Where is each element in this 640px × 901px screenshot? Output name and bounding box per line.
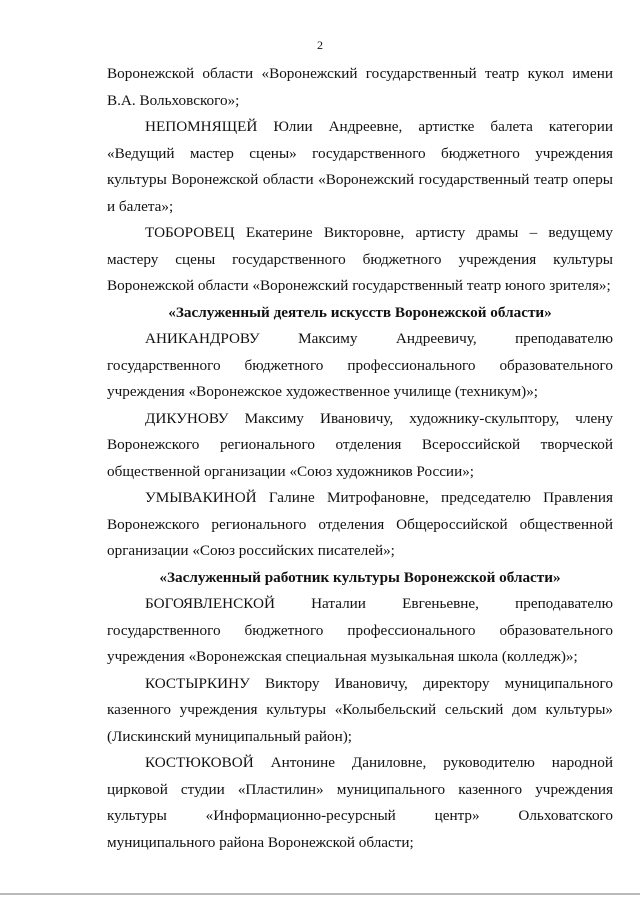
paragraph-dikunov: ДИКУНОВУ Максиму Ивановичу, художнику-скульптору, члену Воронежского регионального отделения Всероссийской творческой общественной организации «Союз художников России»; bbox=[107, 409, 613, 480]
paragraph-kostyrkin: КОСТЫРКИНУ Виктору Ивановичу, директору муниципального казенного учреждения культуры «Колыбельский сельский дом культуры» (Лискинский муниципальный район); bbox=[107, 674, 613, 745]
page-number: 2 bbox=[317, 38, 323, 52]
document-body bbox=[107, 61, 613, 856]
section-heading-honored-culture-worker: «Заслуженный работник культуры Воронежской области» bbox=[159, 568, 561, 586]
section-heading-honored-art-worker: «Заслуженный деятель искусств Воронежской области» bbox=[168, 303, 552, 321]
paragraph-kostyukova: КОСТЮКОВОЙ Антонине Даниловне, руководителю народной цирковой студии «Пластилин» муниципального казенного учреждения культуры «Информационно-ресурсный центр» Ольховатского муниципального района Воронежской области; bbox=[107, 754, 613, 851]
paragraph-anikandrov: АНИКАНДРОВУ Максиму Андреевичу, преподавателю государственного бюджетного профессионального образовательного учреждения «Воронежское художественное училище (техникум)»; bbox=[107, 330, 613, 400]
paragraph-nepomnyashchey: НЕПОМНЯЩЕЙ Юлии Андреевне, артистке балета категории «Ведущий мастер сцены» государственного бюджетного учреждения культуры Воронежской области «Воронежский государственный театр оперы и балета»; bbox=[107, 118, 613, 215]
paragraph-umyvakina: УМЫВАКИНОЙ Галине Митрофановне, председателю Правления Воронежского регионального отделения Общероссийской общественной организации «Союз российских писателей»; bbox=[107, 489, 613, 559]
paragraph-puppet-theatre-continuation: Воронежской области «Воронежский государственный театр кукол имени В.А. Вольховского»; bbox=[107, 65, 613, 109]
page-bottom-edge bbox=[0, 893, 640, 895]
paragraph-bogoyavlenskaya: БОГОЯВЛЕНСКОЙ Наталии Евгеньевне, преподавателю государственного бюджетного профессионального образовательного учреждения «Воронежская специальная музыкальная школа (колледж)»; bbox=[107, 595, 613, 665]
paragraph-toborovets: ТОБОРОВЕЦ Екатерине Викторовне, артисту драмы – ведущему мастеру сцены государственного бюджетного учреждения культуры Воронежской области «Воронежский государственный театр юного зрителя»; bbox=[107, 224, 613, 294]
